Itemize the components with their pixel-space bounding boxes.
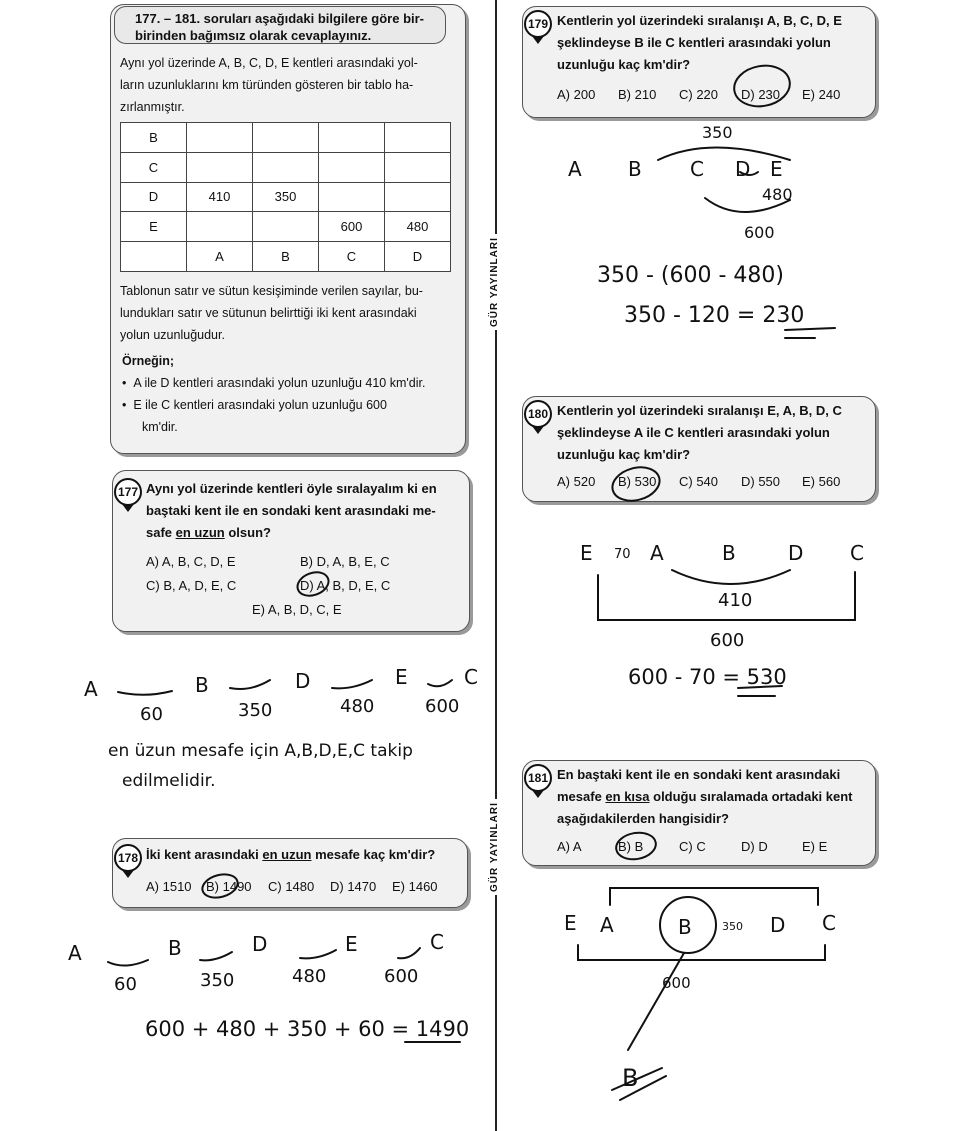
option-180-c[interactable]: C) 540	[679, 474, 719, 489]
option-177-b[interactable]: B) D, A, B, E, C	[300, 554, 390, 569]
example-bullet-1-text: A ile D kentleri arasındaki yolun uzunluğu 410 km'dir.	[133, 376, 426, 390]
hand-number: 600	[425, 696, 460, 717]
example-bullet-1: • A ile D kentleri arasındaki yolun uzunluğu 410 km'dir.	[122, 376, 426, 390]
option-181-e[interactable]: E) E	[802, 839, 828, 854]
question-179-line3: uzunluğu kaç km'dir?	[557, 57, 691, 72]
question-number-badge: 179	[524, 10, 552, 38]
option-181-c[interactable]: C) C	[679, 839, 706, 854]
hand-calc: 600 - 70 = 530	[628, 665, 787, 689]
option-180-a[interactable]: A) 520	[557, 474, 596, 489]
answer-circle-179	[731, 61, 793, 110]
option-179-e[interactable]: E) 240	[802, 87, 841, 102]
answer-circle-178	[200, 871, 240, 902]
hand-letter: B	[722, 541, 736, 565]
hand-calc: 600 + 480 + 350 + 60 = 1490	[145, 1017, 470, 1041]
bracket-top	[610, 888, 818, 905]
info-header-line2: birinden bağımsız olarak cevaplayınız.	[135, 28, 372, 43]
option-177-e[interactable]: E) A, B, D, C, E	[252, 602, 342, 617]
hand-number: 480	[292, 966, 327, 987]
hand-letter: C	[822, 911, 836, 935]
question-number-badge: 177	[114, 478, 142, 506]
option-180-d[interactable]: D) 550	[741, 474, 781, 489]
option-180-e[interactable]: E) 560	[802, 474, 841, 489]
question-181-line1: En baştaki kent ile en sondaki kent arasındaki	[557, 767, 841, 782]
hand-letter: B	[195, 673, 209, 697]
table-cell: B	[121, 123, 187, 153]
option-178-d[interactable]: D) 1470	[330, 879, 377, 894]
hand-letter: B	[678, 915, 692, 939]
question-181-line3: aşağıdakilerden hangisidir?	[557, 811, 729, 826]
table-cell: 600	[319, 212, 385, 242]
question-178-emphasis: en uzun	[262, 847, 312, 862]
segment-arc	[200, 952, 232, 960]
hand-number: 350	[238, 700, 273, 721]
option-178-b[interactable]: B) 1490	[206, 879, 252, 894]
pen-marks	[108, 61, 855, 1100]
question-177-line3c: olsun?	[224, 525, 271, 540]
question-180-line2: şeklindeyse A ile C kentleri arasındaki yolun	[557, 425, 830, 440]
question-179-line1: Kentlerin yol üzerindeki sıralanışı A, B, C, D, E	[557, 13, 842, 28]
option-181-b[interactable]: B) B	[618, 839, 644, 854]
hand-number: 480	[762, 185, 793, 204]
answer-circle-177	[294, 568, 332, 600]
hand-calc: 350 - (600 - 480)	[597, 263, 784, 288]
example-bullet-2: • E ile C kentleri arasındaki yolun uzunluğu 600	[122, 398, 387, 412]
question-181-line2a: mesafe	[557, 789, 606, 804]
question-181-line2c: olduğu sıralamada ortadaki kent	[649, 789, 853, 804]
option-179-a[interactable]: A) 200	[557, 87, 596, 102]
underline	[785, 328, 835, 330]
option-177-a[interactable]: A) A, B, C, D, E	[146, 554, 236, 569]
option-180-b[interactable]: B) 530	[618, 474, 657, 489]
hand-letter: A	[68, 941, 82, 965]
answer-circle-180	[609, 462, 664, 505]
question-number-badge: 178	[114, 844, 142, 872]
handwritten-text	[68, 123, 864, 1092]
bracket	[578, 945, 825, 960]
hand-number: 600	[710, 630, 745, 651]
option-178-e[interactable]: E) 1460	[392, 879, 438, 894]
hand-number: 60	[114, 974, 137, 995]
brand-label: GÜR YAYINLARI	[489, 234, 500, 330]
option-178-c[interactable]: C) 1480	[268, 879, 315, 894]
hand-number: 480	[340, 696, 375, 717]
answer-circle-181	[614, 830, 658, 863]
question-178-part1: İki kent arasındaki	[146, 847, 263, 862]
question-177-line3a: safe	[146, 525, 176, 540]
segment-arc	[672, 570, 790, 584]
hand-letter: B	[168, 936, 182, 960]
segment-arc	[230, 680, 270, 689]
hand-number: 350	[702, 123, 733, 142]
explain-line2: lundukları satır ve sütunun belirttiği iki kent arasındaki	[120, 306, 417, 320]
example-bullet-2-text: E ile C kentleri arasındaki yolun uzunluğu 600	[133, 398, 387, 412]
question-180-line1: Kentlerin yol üzerindeki sıralanışı E, A, B, D, C	[557, 403, 842, 418]
option-177-d[interactable]: D) A, B, D, E, C	[300, 578, 391, 593]
segment-arc	[398, 948, 420, 958]
hand-letter: B	[628, 157, 642, 181]
pointer-line	[628, 953, 684, 1050]
table-cell: C	[319, 242, 385, 272]
example-title: Örneğin;	[122, 354, 175, 368]
hand-number: 600	[744, 223, 775, 242]
table-cell: D	[385, 242, 451, 272]
hand-letter: A	[84, 677, 98, 701]
option-179-c[interactable]: C) 220	[679, 87, 719, 102]
option-179-b[interactable]: B) 210	[618, 87, 657, 102]
hand-note: edilmelidir.	[122, 771, 216, 791]
intro-line1: Aynı yol üzerinde A, B, C, D, E kentleri arasındaki yol-	[120, 56, 418, 70]
hand-number: 600	[662, 974, 691, 992]
hand-letter: D	[735, 157, 751, 181]
info-header-line1: 177. – 181. soruları aşağıdaki bilgilere göre bir-	[135, 11, 425, 26]
question-180-line3: uzunluğu kaç km'dir?	[557, 447, 691, 462]
hand-letter: D	[770, 913, 786, 937]
hand-letter: D	[252, 932, 268, 956]
hand-note: en üzun mesafe için A,B,D,E,C takip	[108, 741, 413, 761]
hand-number: 60	[140, 704, 163, 725]
hand-letter: E	[345, 932, 358, 956]
segment-arc	[300, 950, 336, 958]
brand-label: GÜR YAYINLARI	[489, 799, 500, 895]
option-181-a[interactable]: A) A	[557, 839, 582, 854]
hand-calc: 350 - 120 = 230	[624, 303, 805, 328]
question-number-badge: 181	[524, 764, 552, 792]
hand-letter: A	[600, 913, 614, 937]
option-179-d[interactable]: D) 230	[741, 87, 781, 102]
intro-line3: zırlanmıştır.	[120, 100, 185, 114]
segment-arc	[428, 680, 452, 686]
table-cell: A	[187, 242, 253, 272]
question-181-emphasis: en kısa	[605, 789, 650, 804]
hand-number: 410	[718, 590, 753, 611]
hand-letter: A	[650, 541, 664, 565]
table-cell: B	[253, 242, 319, 272]
option-178-a[interactable]: A) 1510	[146, 879, 192, 894]
segment-arc	[332, 680, 372, 688]
question-179-line2: şeklindeyse B ile C kentleri arasındaki yolun	[557, 35, 831, 50]
hand-number: 70	[614, 547, 631, 562]
table-cell: 350	[253, 182, 319, 212]
explain-line1: Tablonun satır ve sütun kesişiminde verilen sayılar, bu-	[120, 284, 423, 298]
hand-letter: E	[395, 665, 408, 689]
hand-answer: B	[622, 1064, 639, 1092]
hand-letter: D	[295, 669, 311, 693]
hand-letter: C	[690, 157, 704, 181]
table-cell: D	[121, 182, 187, 212]
hand-letter: E	[770, 157, 783, 181]
hand-letter: D	[788, 541, 804, 565]
hand-letter: E	[580, 541, 593, 565]
hand-number: 600	[384, 966, 419, 987]
example-bullet-2-cont: km'dir.	[142, 420, 178, 434]
option-177-c[interactable]: C) B, A, D, E, C	[146, 578, 237, 593]
table-cell: C	[121, 152, 187, 182]
segment-arc	[108, 960, 148, 966]
segment-arc	[118, 691, 172, 695]
question-177-emphasis: en uzun	[175, 525, 225, 540]
hand-letter: C	[850, 541, 864, 565]
hand-letter: A	[568, 157, 582, 181]
explain-line3: yolun uzunluğudur.	[120, 328, 225, 342]
hand-letter: C	[430, 930, 444, 954]
question-177-line1: Aynı yol üzerinde kentleri öyle sıralayalım ki en	[146, 481, 437, 496]
question-178-part3: mesafe kaç km'dir?	[311, 847, 436, 862]
hand-letter: E	[564, 911, 577, 935]
table-cell: E	[121, 212, 187, 242]
option-181-d[interactable]: D) D	[741, 839, 768, 854]
question-177-line2: baştaki kent ile en sondaki kent arasındaki me-	[146, 503, 436, 518]
question-number-badge: 180	[524, 400, 552, 428]
hand-number: 350	[722, 920, 743, 933]
hand-letter: C	[464, 665, 478, 689]
hand-number: 350	[200, 970, 235, 991]
table-cell: 410	[187, 182, 253, 212]
intro-line2: ların uzunluklarını km türünden gösteren bir tablo ha-	[120, 78, 414, 92]
table-cell: 480	[385, 212, 451, 242]
